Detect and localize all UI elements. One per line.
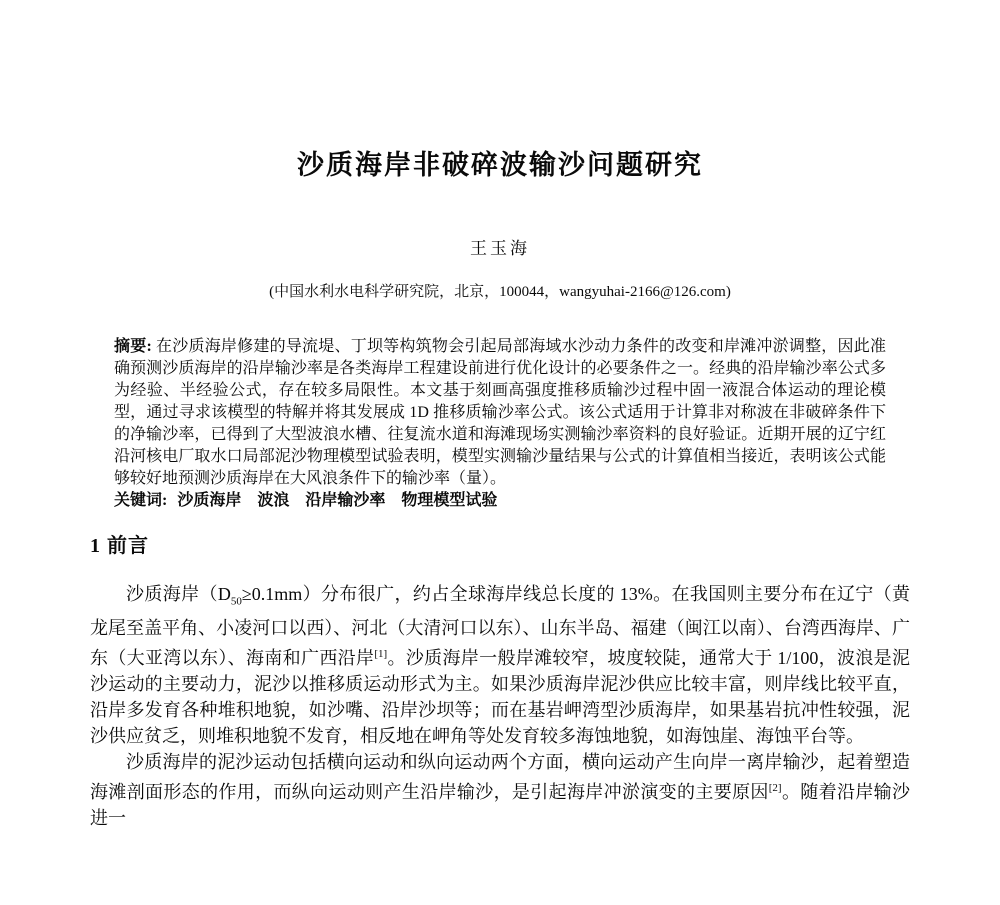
author-name: 王玉海 [470, 239, 530, 258]
introduction-body [90, 581, 910, 831]
paragraph-text: 沙质海岸（D [126, 584, 231, 604]
keywords-block [114, 490, 886, 512]
d50-subscript: 50 [230, 595, 242, 608]
paragraph-text: 。沙质海岸一般岸滩较窄，坡度较陡，通常大于 1/100，波浪是泥沙运动的主要动力，泥沙以推移质运动形式为主。如果沙质海岸泥沙供应比较丰富，则岸线比较平直，沿岸多发育各种堆积地貌，如沙嘴、沿岸沙坝等；而在基岩岬湾型沙质海岸，如果基岩抗冲性较强，泥沙供应贫乏，则堆积地貌不发育，相反地在岬角等处发育较多海蚀地貌，如海蚀崖、海蚀平台等。 [90, 647, 911, 746]
paragraph-text: 沙质海岸的泥沙运动包括横向运动和纵向运动两个方面，横向运动产生向岸一离岸输沙，起着塑造海滩剖面形态的作用，而纵向运动则产生沿岸输沙，是引起海岸冲淤演变的主要原因 [90, 751, 910, 802]
keywords-label: 关键词: [114, 492, 168, 509]
paper-title: 沙质海岸非破碎波输沙问题研究 [297, 150, 703, 180]
intro-paragraph-1 [90, 581, 910, 749]
abstract-text: 在沙质海岸修建的导流堤、丁坝等构筑物会引起局部海域水沙动力条件的改变和岸滩冲淤调整，因此准确预测沙质海岸的沿岸输沙率是各类海岸工程建设前进行优化设计的必要条件之一。经典的沿岸输沙率公式多为经验、半经验公式，存在较多局限性。本文基于刻画高强度推移质输沙过程中固一液混合体运动的理论模型，通过寻求该模型的特解并将其发展成 1D 推移质输沙率公式。该公式适用于计算非对称波在非破碎条件下的净输沙率，已得到了大型波浪水槽、往复流水道和海滩现场实测输沙率资料的良好验证。近期开展的辽宁红沿河核电厂取水口局部泥沙物理模型试验表明，模型实测输沙量结果与公式的计算值相当接近，表明该公式能够较好地预测沙质海岸在大风浪条件下的输沙率（量）。 [114, 338, 886, 487]
keywords-text: 沙质海岸 波浪 沿岸输沙率 物理模型试验 [177, 492, 498, 509]
affiliation-line: (中国水利水电科学研究院，北京，100044，wangyuhai-2166@126.com) [269, 284, 731, 300]
reference-2-superscript: [2] [768, 781, 782, 794]
intro-paragraph-2 [90, 749, 910, 831]
abstract-label: 摘要: [114, 338, 152, 355]
paragraph-text: ≥0.1mm）分布很广，约占全球海岸线总长度的 13%。在我国则主要分布在辽宁（黄龙尾至盖平角、小凌河口以西）、河北（大清河口以东）、山东半岛、福建（闽江以南）、台湾西海岸、广东（大亚湾以东）、海南和广西沿岸 [90, 584, 910, 668]
document-page [0, 145, 1000, 905]
section-1-heading: 1 前言 [90, 535, 149, 557]
abstract-block [114, 336, 886, 490]
paragraph-text: 。随着沿岸输沙进一 [90, 781, 911, 828]
reference-1-superscript: [1] [374, 647, 388, 660]
